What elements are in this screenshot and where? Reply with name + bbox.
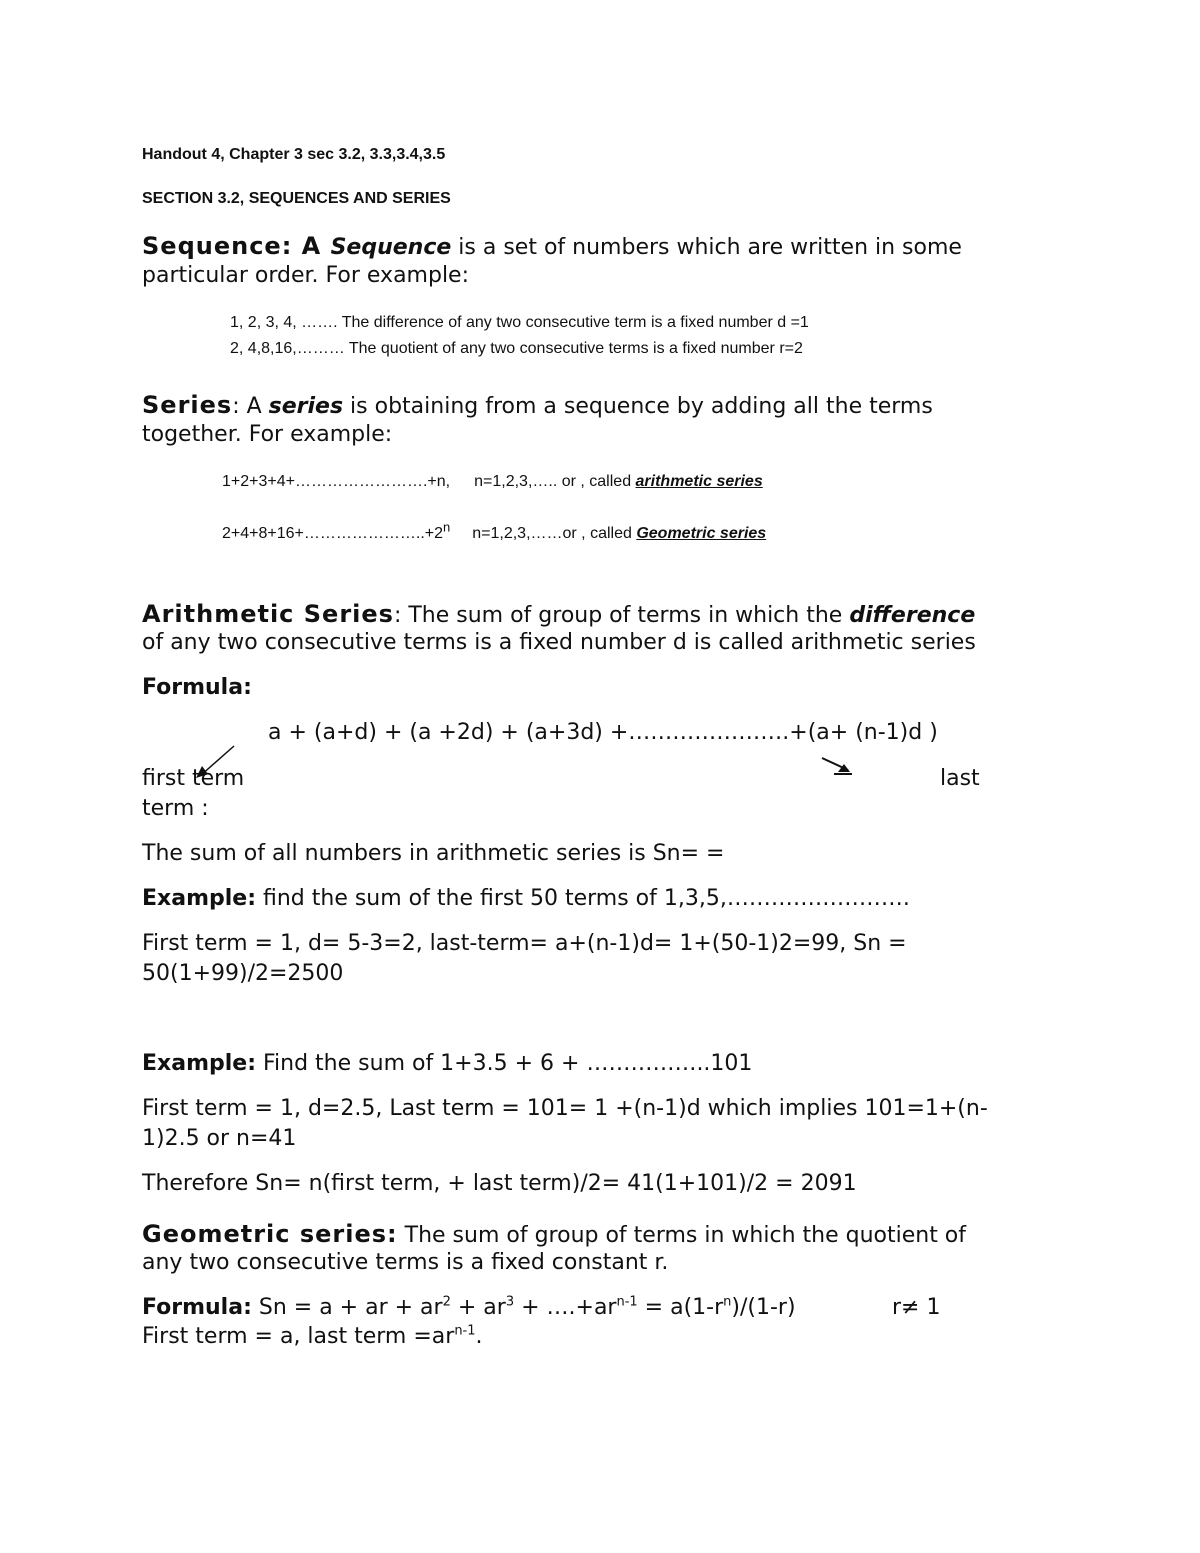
geometric-series-link[interactable]: Geometric series [636, 525, 767, 542]
example1-question: Example: find the sum of the first 50 terms of 1,3,5,……………………. [142, 886, 910, 911]
geometric-condition: r≠ 1 [892, 1295, 941, 1320]
geometric-formula: Formula: Sn = a + ar + $ar^2 + ar^3$ + $\dots.+ar^{n-1} = a(1-r^n)/(1-r)$ [142, 1294, 796, 1320]
arithmetic-heading: Arithmetic Series [142, 600, 394, 628]
term-colon-label: term : [142, 796, 209, 821]
handout-title: Handout 4, Chapter 3 sec 3.2, 3.3,3.4,3.5 [142, 146, 446, 163]
series-heading: Series [142, 391, 233, 419]
series-example-geometric: $2+4+8+16+\dots\dots\dots\dots\dots\dots\dots..+2^n$ n=1,2,3,……or , called Geometric series [222, 519, 767, 542]
series-definition-line1: Series: A series is obtaining from a sequence by adding all the terms [142, 391, 933, 419]
first-term-label: first term [142, 766, 245, 791]
section-title: SECTION 3.2, SEQUENCES AND SERIES [142, 190, 451, 207]
example1-answer-line1: First term = 1, d= 5-3=2, last-term= a+(n-1)d= 1+(50-1)2=99, Sn = [142, 931, 907, 956]
difference-italic: difference [849, 603, 976, 628]
arithmetic-formula: a + (a+d) + (a +2d) + (a+3d) +………………….+(a+ (n-1)d ) [268, 720, 938, 745]
geometric-definition-line2: any two consecutive terms is a fixed constant r. [142, 1250, 669, 1275]
sequence-example-1: 1, 2, 3, 4, ……. The difference of any two consecutive term is a fixed number d =1 [230, 314, 809, 331]
arithmetic-series-link[interactable]: arithmetic series [635, 473, 763, 490]
series-definition-line2: together. For example: [142, 422, 393, 447]
series-example-arithmetic: 1+2+3+4+…………………….+n, n=1,2,3,….. or , called arithmetic series [222, 473, 763, 490]
sequence-italic: Sequence [330, 235, 452, 260]
arithmetic-formula-label: Formula: [142, 675, 252, 700]
example2-answer-line2: 1)2.5 or n=41 [142, 1126, 297, 1151]
example1-answer-line2: 50(1+99)/2=2500 [142, 961, 344, 986]
example2-label: Example: [142, 1051, 256, 1076]
sequence-heading: Sequence: A [142, 232, 331, 260]
arithmetic-definition-line1: Arithmetic Series: The sum of group of terms in which the difference [142, 600, 976, 628]
geometric-heading: Geometric series: [142, 1220, 398, 1248]
arithmetic-definition-line2: of any two consecutive terms is a fixed number d is called arithmetic series [142, 630, 976, 655]
geometric-definition-line1: Geometric series: The sum of group of terms in which the quotient of [142, 1220, 967, 1248]
sequence-example-2: 2, 4,8,16,……… The quotient of any two consecutive terms is a fixed number r=2 [230, 340, 803, 357]
example2-answer-line3: Therefore Sn= n(first term, + last term)/2= 41(1+101)/2 = 2091 [142, 1171, 857, 1196]
sequence-definition-line2: particular order. For example: [142, 263, 470, 288]
arithmetic-sum-line: The sum of all numbers in arithmetic series is Sn= = [142, 841, 725, 866]
arrow-last-term-icon [818, 754, 858, 778]
geometric-formula-label: Formula: [142, 1295, 252, 1320]
series-italic: series [268, 394, 344, 419]
last-label: last [940, 766, 980, 791]
sequence-definition-line1: Sequence: A Sequence is a set of numbers which are written in some [142, 232, 962, 260]
example1-label: Example: [142, 886, 256, 911]
geometric-first-last: First term = a, last term $=ar^{n-1}$. [142, 1323, 483, 1349]
example2-question: Example: Find the sum of 1+3.5 + 6 + ……………..101 [142, 1051, 753, 1076]
example2-answer-line1: First term = 1, d=2.5, Last term = 101= 1 +(n-1)d which implies 101=1+(n- [142, 1096, 988, 1121]
